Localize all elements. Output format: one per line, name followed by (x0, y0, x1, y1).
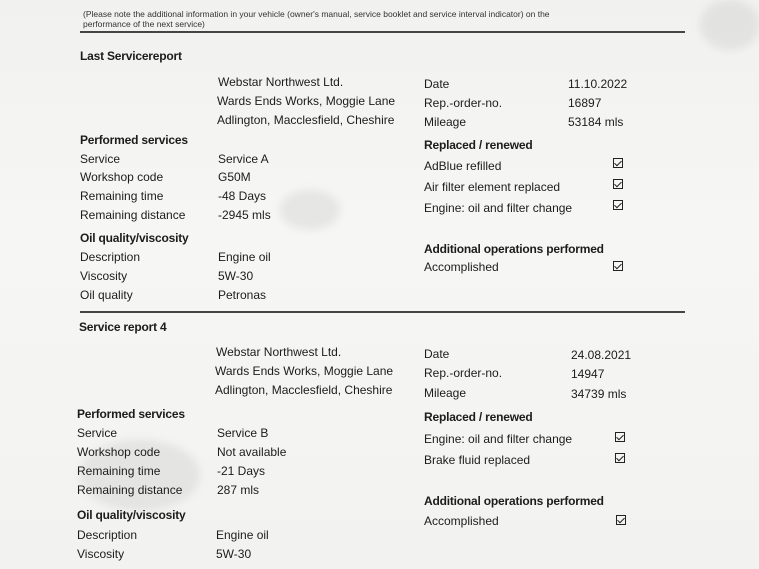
meta-label: Mileage (424, 386, 467, 400)
meta-value: 16897 (568, 96, 602, 110)
address-line: Webstar Northwest Ltd. (216, 345, 342, 359)
address-line: Adlington, Macclesfield, Cheshire (217, 113, 395, 127)
divider (80, 311, 685, 313)
checked-checkbox (616, 515, 626, 525)
checked-checkbox (615, 432, 625, 442)
report-title: Service report 4 (79, 320, 167, 334)
field-value: G50M (218, 170, 251, 184)
meta-value: 34739 mls (571, 387, 627, 401)
additional-item: Accomplished (424, 260, 499, 274)
replaced-item: Brake fluid replaced (424, 453, 531, 467)
field-value: 287 mls (217, 483, 260, 497)
field-value: Engine oil (216, 528, 269, 542)
field-value: Not available (217, 445, 287, 459)
field-label: Viscosity (77, 547, 125, 561)
checked-checkbox (613, 179, 623, 189)
note-line-2: performance of the next service) (83, 19, 205, 29)
replaced-item: Engine: oil and filter change (424, 432, 573, 446)
section-title: Additional operations performed (424, 494, 604, 508)
field-value: Petronas (218, 288, 267, 302)
section-title: Oil quality/viscosity (77, 508, 186, 522)
field-label: Remaining distance (77, 483, 183, 497)
meta-label: Rep.-order-no. (424, 366, 503, 380)
scan-smudge (280, 190, 340, 230)
checked-checkbox (613, 261, 623, 271)
checked-checkbox (613, 200, 623, 210)
meta-value: 53184 mls (568, 115, 624, 129)
field-label: Remaining distance (80, 208, 186, 222)
field-value: -48 Days (218, 189, 267, 203)
field-label: Remaining time (80, 189, 164, 203)
meta-value: 14947 (571, 367, 605, 381)
field-label: Service (80, 152, 121, 166)
section-title: Additional operations performed (424, 242, 604, 256)
field-value: Service B (217, 426, 269, 440)
field-value: Service A (218, 152, 269, 166)
additional-item: Accomplished (424, 514, 499, 528)
field-label: Viscosity (80, 269, 128, 283)
field-label: Workshop code (80, 170, 164, 184)
address-line: Adlington, Macclesfield, Cheshire (215, 383, 393, 397)
section-title: Performed services (80, 133, 188, 147)
replaced-item: Engine: oil and filter change (424, 201, 573, 215)
section-title: Replaced / renewed (424, 410, 533, 424)
field-label: Description (80, 250, 141, 264)
report-title: Last Servicereport (80, 49, 182, 63)
meta-label: Mileage (424, 115, 467, 129)
meta-value: 11.10.2022 (568, 77, 628, 91)
field-label: Workshop code (77, 445, 161, 459)
field-value: 5W-30 (218, 269, 254, 283)
field-label: Description (77, 528, 138, 542)
replaced-item: AdBlue refilled (424, 159, 502, 173)
address-line: Wards Ends Works, Moggie Lane (217, 94, 396, 108)
section-title: Replaced / renewed (424, 138, 533, 152)
field-label: Remaining time (77, 464, 161, 478)
section-title: Oil quality/viscosity (80, 231, 189, 245)
field-value: Engine oil (218, 250, 271, 264)
note-line-1: (Please note the additional information in your vehicle (owner's manual, service booklet and service interval indicator) on the (83, 9, 550, 19)
replaced-item: Air filter element replaced (424, 180, 561, 194)
field-value: -21 Days (217, 464, 266, 478)
field-value: -2945 mls (218, 208, 271, 222)
checked-checkbox (613, 158, 623, 168)
meta-label: Rep.-order-no. (424, 96, 503, 110)
field-label: Oil quality (80, 288, 133, 302)
divider (80, 31, 685, 33)
address-line: Wards Ends Works, Moggie Lane (215, 364, 394, 378)
section-title: Performed services (77, 407, 185, 421)
checked-checkbox (615, 453, 625, 463)
meta-label: Date (424, 347, 450, 361)
field-value: 5W-30 (216, 547, 252, 561)
scan-smudge (700, 0, 759, 50)
field-label: Service (77, 426, 118, 440)
meta-value: 24.08.2021 (571, 348, 632, 362)
meta-label: Date (424, 77, 450, 91)
address-line: Webstar Northwest Ltd. (218, 75, 344, 89)
